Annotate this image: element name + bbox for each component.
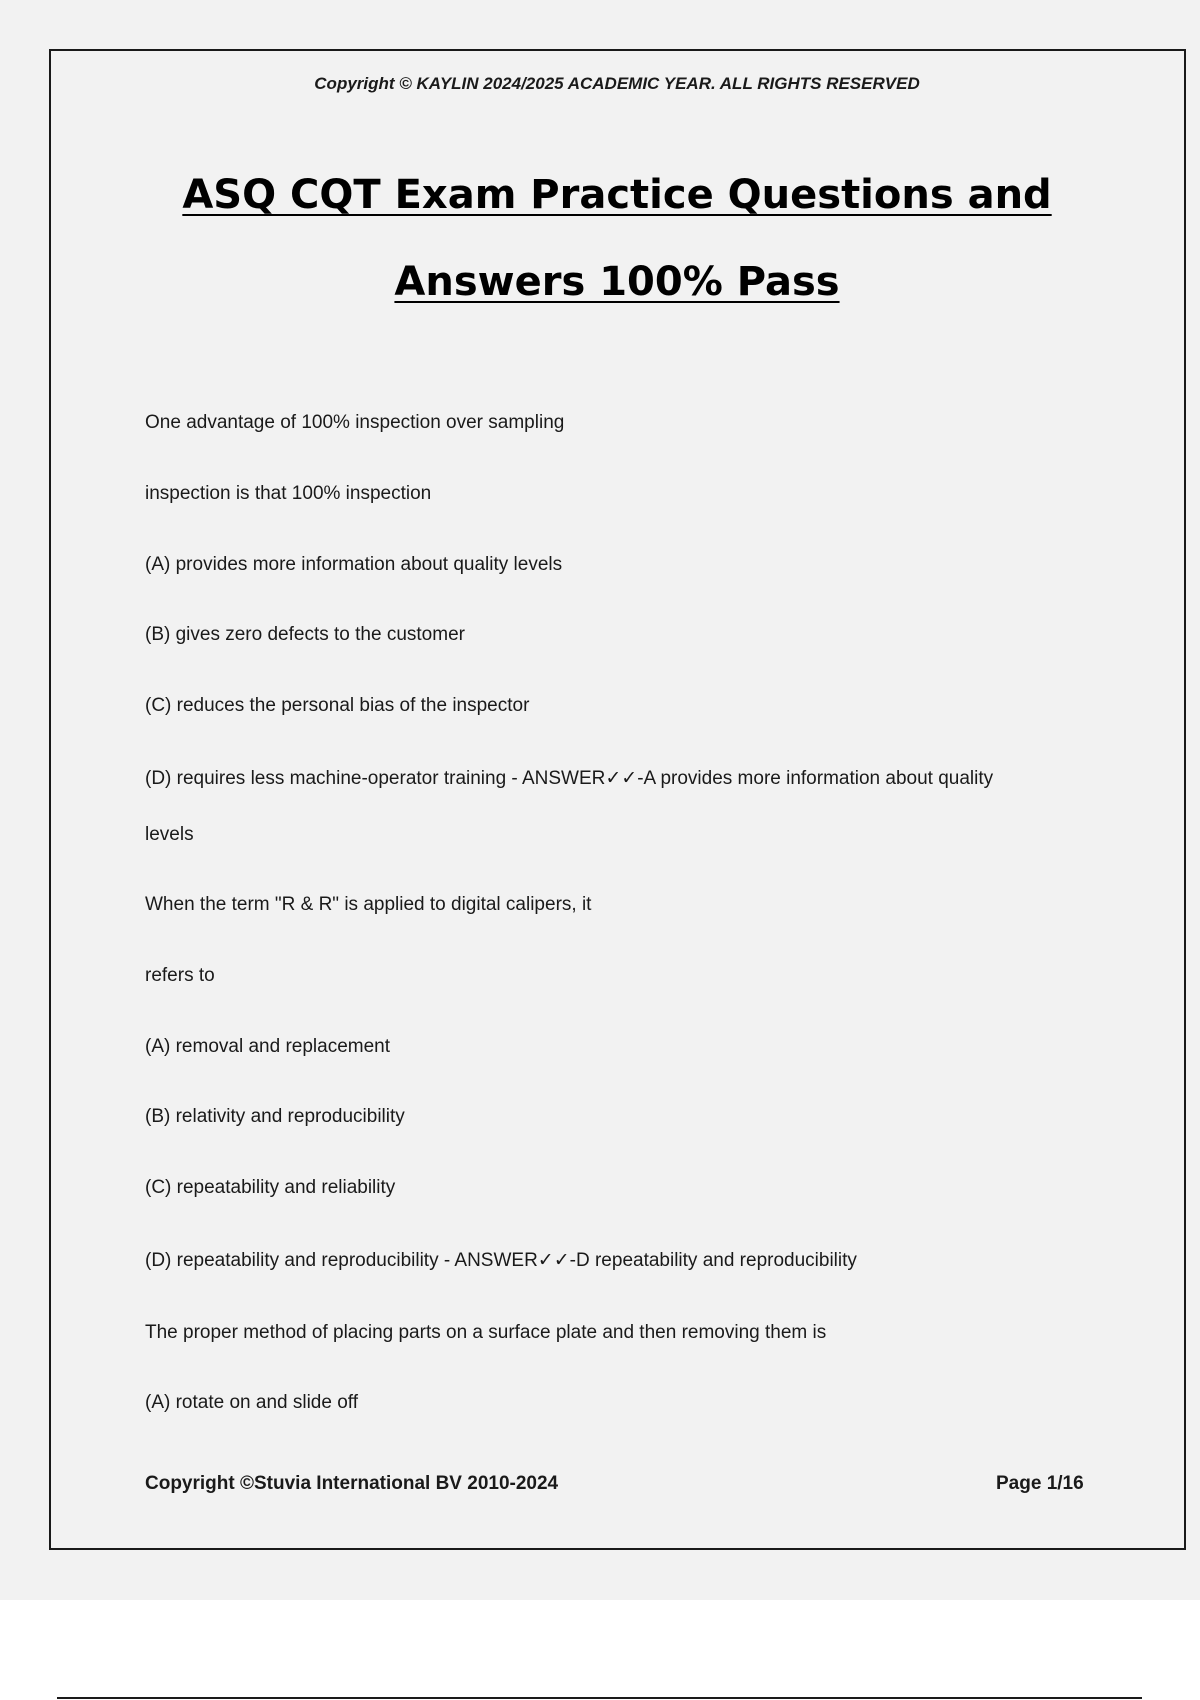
question-1-stem-line-1: One advantage of 100% inspection over sampling: [145, 412, 565, 433]
question-2-option-d-answer: (D) repeatability and reproducibility - ANSWER✓✓-D repeatability and reproducibility: [145, 1250, 857, 1271]
page-number: Page 1/16: [996, 1473, 1084, 1494]
question-3-stem: The proper method of placing parts on a surface plate and then removing them is: [145, 1322, 827, 1343]
question-1-option-d-answer: (D) requires less machine-operator training - ANSWER✓✓-A provides more information about quality: [145, 768, 994, 789]
document-title-line-1: [0, 172, 1200, 218]
question-2-stem-line-2: refers to: [145, 965, 215, 986]
question-2-option-c: (C) repeatability and reliability: [145, 1177, 396, 1198]
document-title-line-2: [0, 259, 1200, 305]
question-1-option-c: (C) reduces the personal bias of the inspector: [145, 695, 530, 716]
header-copyright: Copyright © KAYLIN 2024/2025 ACADEMIC YEAR. ALL RIGHTS RESERVED: [314, 74, 920, 93]
next-page-divider: [57, 1697, 1142, 1699]
question-2-stem-line-1: When the term "R & R" is applied to digital calipers, it: [145, 894, 592, 915]
question-1-option-a: (A) provides more information about quality levels: [145, 554, 563, 575]
footer-copyright: Copyright ©Stuvia International BV 2010-2024: [145, 1473, 559, 1494]
question-1-option-b: (B) gives zero defects to the customer: [145, 624, 465, 645]
question-2-option-a: (A) removal and replacement: [145, 1036, 390, 1057]
question-3-option-a: (A) rotate on and slide off: [145, 1392, 358, 1413]
question-1-stem-line-2: inspection is that 100% inspection: [145, 483, 432, 504]
question-2-option-b: (B) relativity and reproducibility: [145, 1106, 405, 1127]
question-1-answer-continuation: levels: [145, 824, 194, 845]
title-text-2: Answers 100% Pass: [394, 259, 840, 305]
title-text-1: ASQ CQT Exam Practice Questions and: [182, 172, 1052, 218]
